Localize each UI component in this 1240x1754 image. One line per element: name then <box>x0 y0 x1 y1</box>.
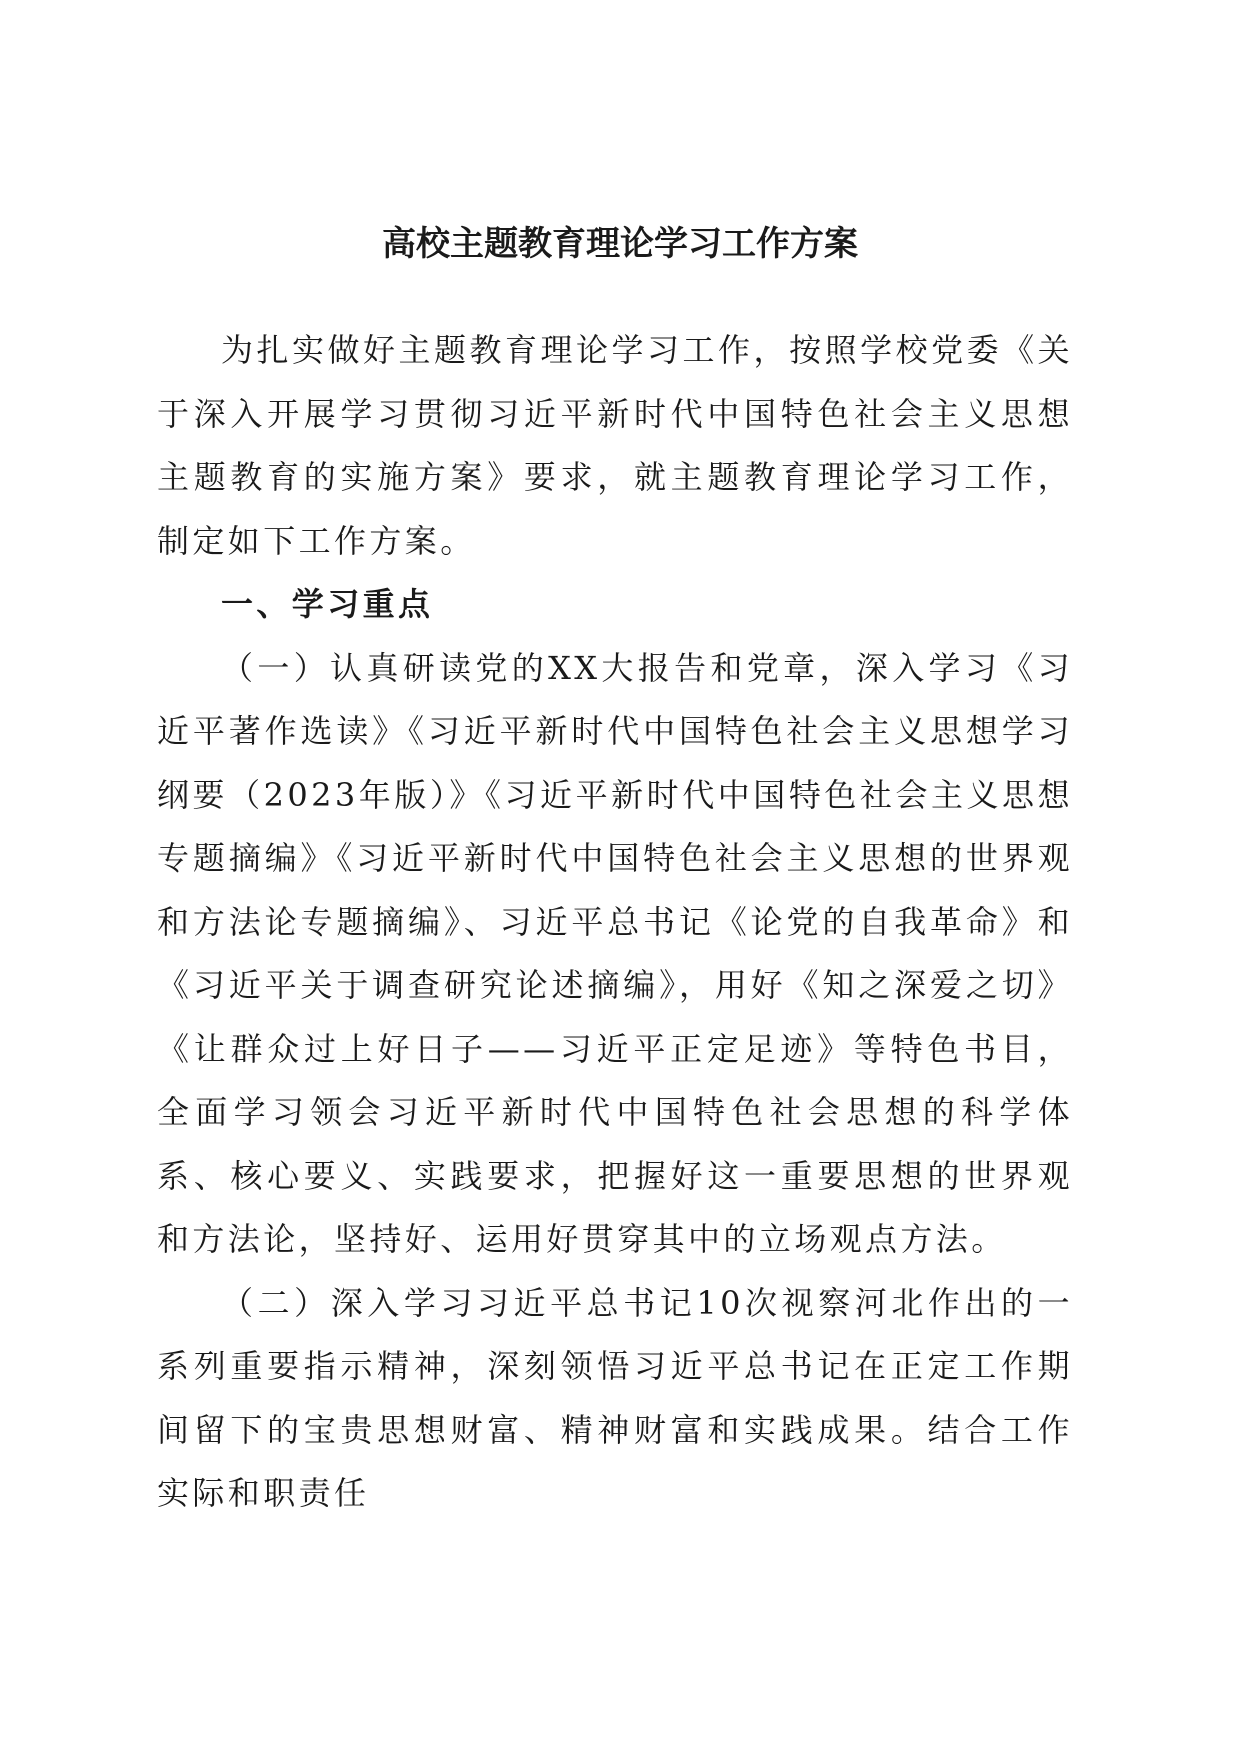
document-title: 高校主题教育理论学习工作方案 <box>382 224 858 264</box>
document-body <box>157 319 1073 1526</box>
intro-paragraph: 为扎实做好主题教育理论学习工作，按照学校党委《关于深入开展学习贯彻习近平新时代中国特色社会主义思想主题教育的实施方案》要求，就主题教育理论学习工作，制定如下工作方案。 <box>157 331 1073 560</box>
study-item-1: （一）认真研读党的XX大报告和党章，深入学习《习近平著作选读》《习近平新时代中国特色社会主义思想学习纲要（2023年版）》《习近平新时代中国特色社会主义思想专题摘编》《习近平新时代中国特色社会主义思想的世界观和方法论专题摘编》、习近平总书记《论党的自我革命》和《习近平关于调查研究论述摘编》，用好《知之深爱之切》《让群众过上好日子——习近平正定足迹》等特色书目，全面学习领会习近平新时代中国特色社会思想的科学体系、核心要义、实践要求，把握好这一重要思想的世界观和方法论，坚持好、运用好贯穿其中的立场观点方法。 <box>157 648 1073 1258</box>
section-heading-study-focus: 一、学习重点 <box>221 585 434 623</box>
study-item-2: （二）深入学习习近平总书记10次视察河北作出的一系列重要指示精神，深刻领悟习近平总书记在正定工作期间留下的宝贵思想财富、精神财富和实践成果。结合工作实际和职责任 <box>157 1283 1073 1512</box>
